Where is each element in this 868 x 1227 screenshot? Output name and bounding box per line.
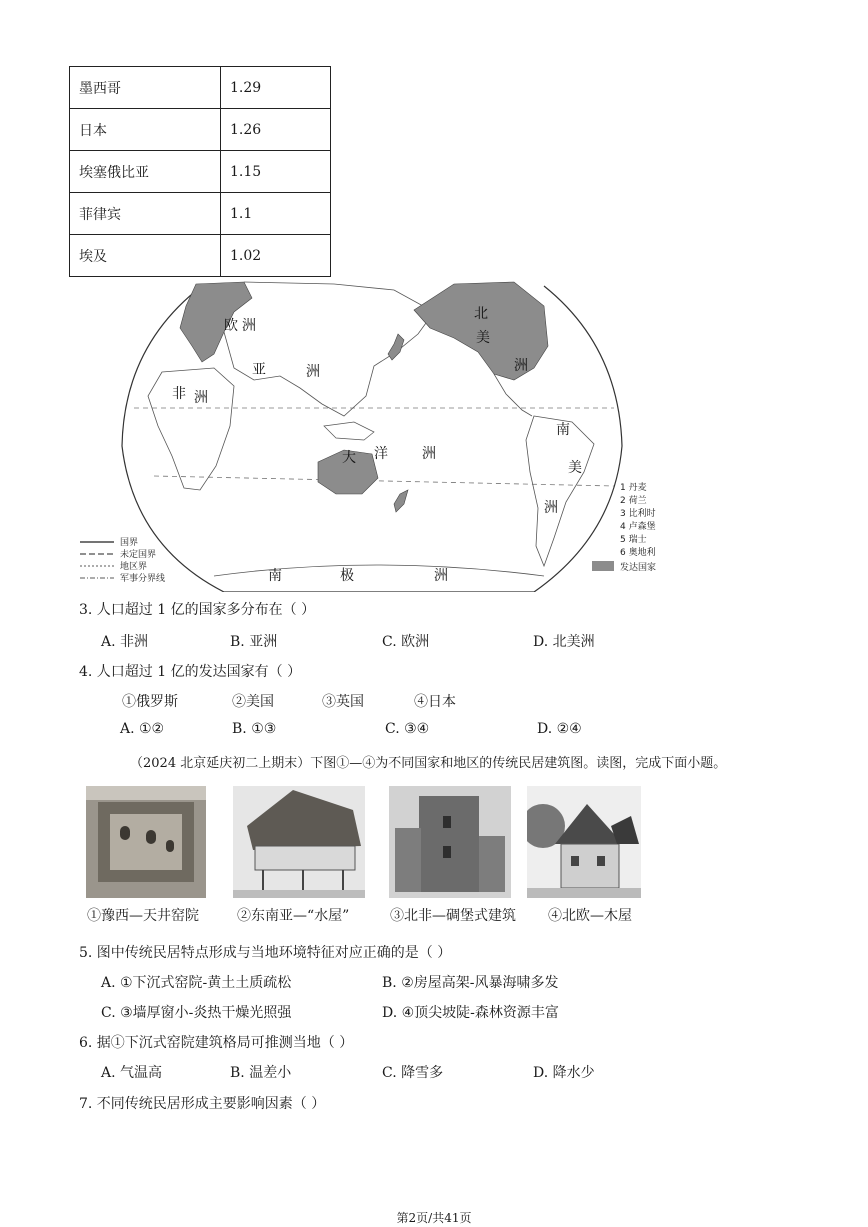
map-sea-islands <box>324 422 374 440</box>
legend-border-label: 国界 <box>120 538 139 548</box>
photo-caption-2: ②东南亚—“水屋” <box>237 908 350 924</box>
question-4-stem: 4. 人口超过 1 亿的发达国家有（ ） <box>79 664 302 680</box>
table-cell-country: 墨西哥 <box>70 67 221 109</box>
question-3-stem: 3. 人口超过 1 亿的国家多分布在（ ） <box>79 602 316 618</box>
table-cell-value: 1.15 <box>221 151 331 193</box>
label-europe-1: 欧 <box>224 318 238 334</box>
q4-choice-2: ②美国 <box>232 694 274 710</box>
photo-caption-1: ①豫西—天井窑院 <box>87 908 199 924</box>
legend-undetermined-label: 未定国界 <box>120 550 157 560</box>
map-south-america-outline <box>526 416 594 566</box>
table-cell-value: 1.29 <box>221 67 331 109</box>
map-right-legend <box>592 481 656 573</box>
cave-courtyard-photo <box>86 786 206 898</box>
q6-option-d[interactable]: D. 降水少 <box>533 1065 595 1081</box>
wooden-house-photo <box>527 786 641 898</box>
table-row <box>70 109 331 151</box>
label-south-america-2: 美 <box>568 460 582 476</box>
question-7-stem: 7. 不同传统民居形成主要影响因素（ ） <box>79 1096 326 1112</box>
q4-option-a[interactable]: A. ①② <box>120 721 165 737</box>
q3-option-d[interactable]: D. 北美洲 <box>533 634 595 650</box>
legend-country-1: 1 丹麦 <box>620 483 647 493</box>
q4-choice-1: ①俄罗斯 <box>122 694 178 710</box>
legend-developed-swatch <box>592 561 614 571</box>
page-footer: 第2页/共41页 <box>396 1211 472 1225</box>
q4-choice-4: ④日本 <box>414 694 456 710</box>
map-antarctica-outline <box>214 565 544 576</box>
label-north-america-3: 洲 <box>514 358 528 374</box>
label-europe-2: 洲 <box>242 318 256 334</box>
question-6-stem: 6. 据①下沉式窑院建筑格局可推测当地（ ） <box>79 1035 354 1051</box>
legend-country-4: 4 卢森堡 <box>620 522 656 532</box>
q5-option-c[interactable]: C. ③墙厚窗小-炎热干燥光照强 <box>101 1005 292 1021</box>
q4-option-b[interactable]: B. ①③ <box>232 721 277 737</box>
world-map <box>74 276 674 592</box>
map-central-america-outline <box>494 374 532 416</box>
label-antarctica-2: 极 <box>340 568 354 584</box>
legend-country-3: 3 比利时 <box>620 509 656 519</box>
label-africa-1: 非 <box>172 386 186 402</box>
table-cell-value: 1.1 <box>221 193 331 235</box>
map-eurasia-outline <box>224 282 434 416</box>
legend-country-5: 5 瑞士 <box>620 535 647 545</box>
map-left-legend <box>80 537 165 584</box>
table-cell-country: 日本 <box>70 109 221 151</box>
table-cell-country: 菲律宾 <box>70 193 221 235</box>
label-africa-2: 洲 <box>194 390 208 406</box>
table-cell-country: 埃塞俄比亚 <box>70 151 221 193</box>
map-africa-outline <box>148 368 234 490</box>
q3-option-a[interactable]: A. 非洲 <box>101 634 149 650</box>
legend-developed-label: 发达国家 <box>620 563 657 573</box>
label-asia-2: 洲 <box>306 364 320 380</box>
label-asia-1: 亚 <box>252 362 266 378</box>
population-table <box>69 66 331 277</box>
label-north-america-2: 美 <box>476 330 490 346</box>
question-5-stem: 5. 图中传统民居特点形成与当地环境特征对应正确的是（ ） <box>79 945 452 961</box>
q3-option-c[interactable]: C. 欧洲 <box>382 634 430 650</box>
photo-caption-4: ④北欧—木屋 <box>548 908 632 924</box>
q4-choice-3: ③英国 <box>322 694 364 710</box>
table-cell-value: 1.02 <box>221 235 331 277</box>
table-cell-country: 埃及 <box>70 235 221 277</box>
photo-caption-3: ③北非—碉堡式建筑 <box>390 908 516 924</box>
fortress-photo <box>389 786 511 898</box>
table-cell-value: 1.26 <box>221 109 331 151</box>
label-south-america-3: 洲 <box>544 500 558 516</box>
q6-option-c[interactable]: C. 降雪多 <box>382 1065 444 1081</box>
label-oceania-3: 洲 <box>422 446 436 462</box>
label-antarctica-3: 洲 <box>434 568 448 584</box>
map-japan-developed <box>388 334 404 360</box>
q5-option-a[interactable]: A. ①下沉式窑院-黄土土质疏松 <box>101 975 292 991</box>
legend-country-2: 2 荷兰 <box>620 496 647 506</box>
label-antarctica-1: 南 <box>268 568 282 584</box>
label-oceania-1: 大 <box>342 450 356 466</box>
stilt-house-photo <box>233 786 365 898</box>
map-dashed-line <box>154 476 614 486</box>
label-south-america-1: 南 <box>556 422 570 438</box>
q6-option-b[interactable]: B. 温差小 <box>230 1065 292 1081</box>
section-intro: （2024 北京延庆初二上期末）下图①—④为不同国家和地区的传统民居建筑图。读图，完成下面小题。 <box>130 756 727 771</box>
table-row <box>70 67 331 109</box>
legend-region-label: 地区界 <box>120 562 148 572</box>
q4-option-c[interactable]: C. ③④ <box>385 721 430 737</box>
q5-option-b[interactable]: B. ②房屋高架-风暴海啸多发 <box>382 975 559 991</box>
legend-military-label: 军事分界线 <box>120 574 166 584</box>
label-north-america-1: 北 <box>474 306 488 322</box>
q4-option-d[interactable]: D. ②④ <box>537 721 582 737</box>
map-newzealand-developed <box>394 490 408 512</box>
legend-country-6: 6 奥地利 <box>620 548 656 558</box>
table-row <box>70 151 331 193</box>
table-row <box>70 193 331 235</box>
label-oceania-2: 洋 <box>374 446 388 462</box>
q6-option-a[interactable]: A. 气温高 <box>101 1065 163 1081</box>
table-row <box>70 235 331 277</box>
q5-option-d[interactable]: D. ④顶尖坡陡-森林资源丰富 <box>382 1005 559 1021</box>
q3-option-b[interactable]: B. 亚洲 <box>230 634 278 650</box>
